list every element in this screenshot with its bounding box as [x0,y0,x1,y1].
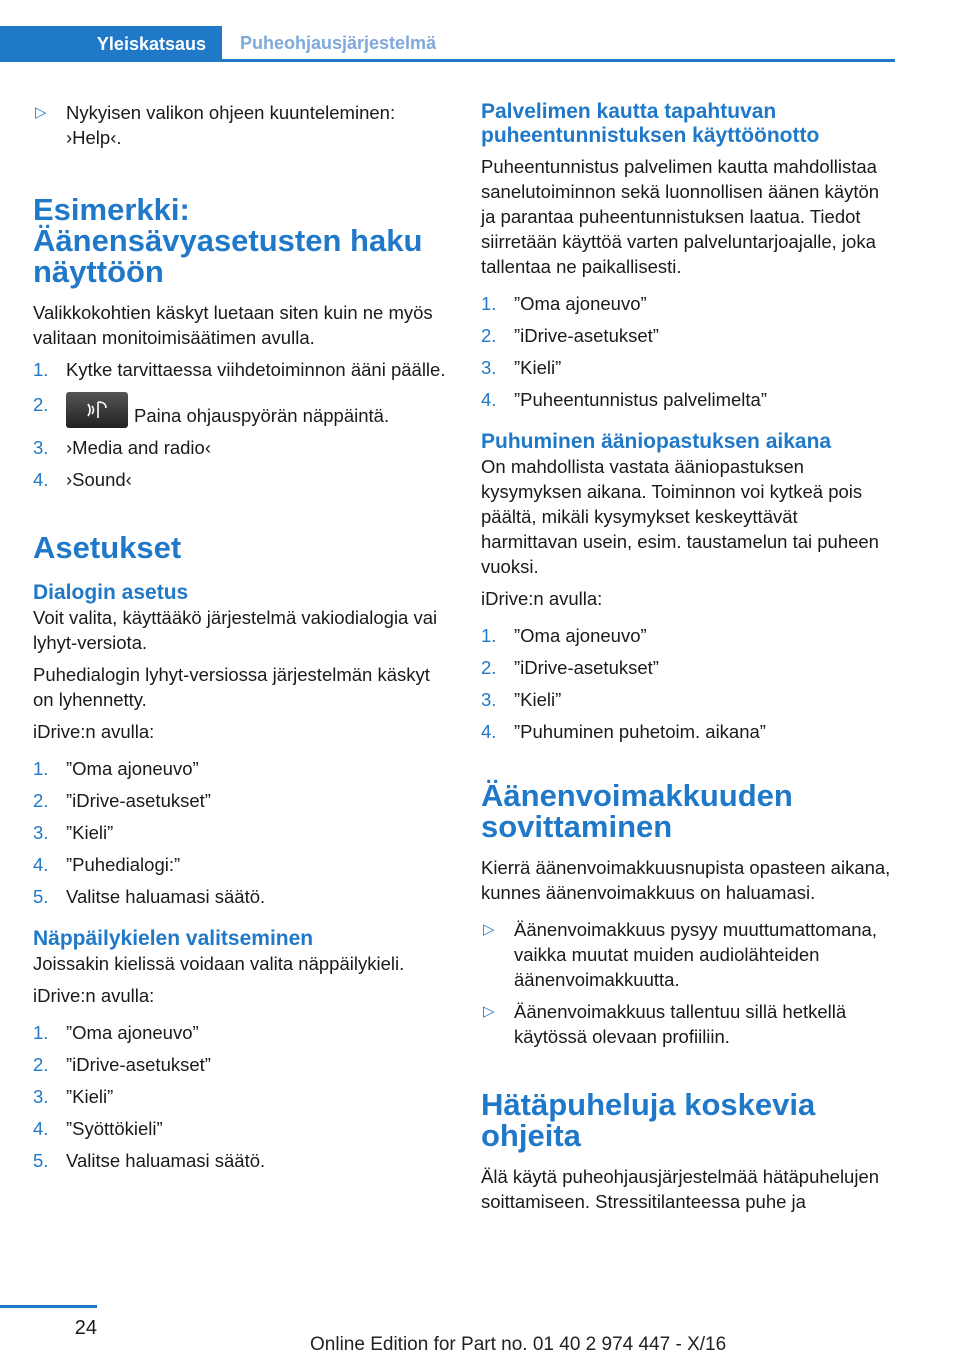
heading-volume: Äänenvoimakkuuden sovittaminen [481,778,793,844]
list-item: 4. ”Syöttökieli” [33,1118,163,1139]
list-item: ▷ Äänenvoimakkuus pysyy muuttumattomana, vaikka muutat muiden audiolähteiden äänenvoimakkuutta. [483,919,877,990]
list-item: 4. ”Puhedialogi:” [33,854,181,875]
idrive-label: iDrive:n avulla: [481,588,603,609]
list-item: 3. ›Media and radio‹ [33,437,211,458]
right-column [481,100,896,1221]
paragraph-dialog-2: Puhedialogin lyhyt-versiossa järjestelmän käskyt on lyhennetty. [33,664,430,710]
server-steps [481,291,896,412]
example-steps [33,357,448,492]
list-item: 3. ”Kieli” [33,822,114,843]
list-item: ▷ Äänenvoimakkuus tallentuu sillä hetkellä käytössä olevaan profiiliin. [483,1001,847,1047]
dialog-steps [33,756,448,909]
heading-server: Palvelimen kautta tapahtuvan puheentunnistuksen käyttöönotto [481,100,820,147]
paragraph-dialog-1: Voit valita, käyttääkö järjestelmä vakiodialogia vai lyhyt-versiota. [33,607,438,653]
header-tab-voice-control: Puheohjausjärjestelmä [240,32,437,53]
paragraph-server: Puheentunnistus palvelimen kautta mahdollistaa sanelutoiminnon sekä luonnollisen äänen käytön ja parantaa puheentunnistuksen laatua. Tiedot siirretään käyttöä varten palveluntarjoajalle, joka tallentaa ne paikallisesti. [481,156,880,277]
list-item: 4. ›Sound‹ [33,469,132,490]
heading-dialog: Dialogin asetus [33,581,189,604]
list-item: 3. ”Kieli” [33,1086,114,1107]
list-item: 4. ”Puhuminen puhetoim. aikana” [481,721,766,742]
triangle-bullet-icon: ▷ [483,921,495,938]
page-number: 24 [74,1317,97,1339]
idrive-label: iDrive:n avulla: [33,985,155,1006]
paragraph-speaking: On mahdollista vastata ääniopastuksen kysymyksen aikana. Toiminnon voi kytkeä pois päältä, mikäli kysymykset keskeyttävät harmittavan usein, esim. taustamelun tai puheen vuoksi. [481,456,879,577]
list-item: 1. ”Oma ajoneuvo” [33,1022,199,1043]
list-item: 3. ”Kieli” [481,357,562,378]
heading-settings: Asetukset [33,530,182,565]
triangle-bullet-icon: ▷ [483,1003,495,1020]
paragraph-keyboard: Joissakin kielissä voidaan valita näppäilykieli. [33,953,405,974]
list-item: 1. Kytke tarvittaessa viihdetoiminnon ääni päälle. [33,359,446,380]
list-item: ▷ Nykyisen valikon ohjeen kuunteleminen: ›Help‹. [35,102,396,148]
footer-edition: Online Edition for Part no. 01 40 2 974 447 - X/16 [310,1334,727,1355]
paragraph-emergency: Älä käytä puheohjausjärjestelmää hätäpuhelujen soittamiseen. Stressitilanteessa puhe ja [481,1166,880,1212]
list-item: 1. ”Oma ajoneuvo” [481,625,647,646]
list-item: 2. ”iDrive-asetukset” [481,325,659,346]
list-item: 1. ”Oma ajoneuvo” [33,758,199,779]
page-header [0,0,895,62]
left-column [33,100,448,1180]
list-item: 2. ”iDrive-asetukset” [481,657,659,678]
volume-notes [481,917,896,1049]
heading-keyboard: Näppäilykielen valitseminen [33,927,314,950]
list-item: 3. ”Kieli” [481,689,562,710]
keyboard-steps [33,1020,448,1173]
triangle-bullet-icon: ▷ [35,104,47,121]
heading-speaking: Puhuminen ääniopastuksen aikana [481,430,832,453]
list-item: 1. ”Oma ajoneuvo” [481,293,647,314]
speaking-steps [481,623,896,744]
heading-example: Esimerkki: Äänensävyasetusten haku näyttöön [33,192,423,289]
header-rule [0,59,895,62]
voice-button-icon [66,392,128,428]
list-item: 4. ”Puheentunnistus palvelimelta” [481,389,767,410]
list-item: 2. ”iDrive-asetukset” [33,1054,211,1075]
paragraph-volume: Kierrä äänenvoimakkuusnupista opasteen aikana, kunnes äänenvoimakkuus on haluamasi. [481,857,891,903]
header-tab-overview: Yleiskatsaus [0,26,222,62]
intro-notes [33,100,448,150]
heading-emergency: Hätäpuheluja koskevia ohjeita [481,1087,816,1153]
list-item: 5. Valitse haluamasi säätö. [33,886,266,907]
list-item: 5. Valitse haluamasi säätö. [33,1150,266,1171]
list-item: 2. Paina ohjauspyörän näppäintä. [33,394,390,426]
paragraph-example: Valikkokohtien käskyt luetaan siten kuin ne myös valitaan monitoimisäätimen avulla. [33,302,433,348]
list-item: 2. ”iDrive-asetukset” [33,790,211,811]
page-number-rule [0,1305,97,1308]
idrive-label: iDrive:n avulla: [33,721,155,742]
